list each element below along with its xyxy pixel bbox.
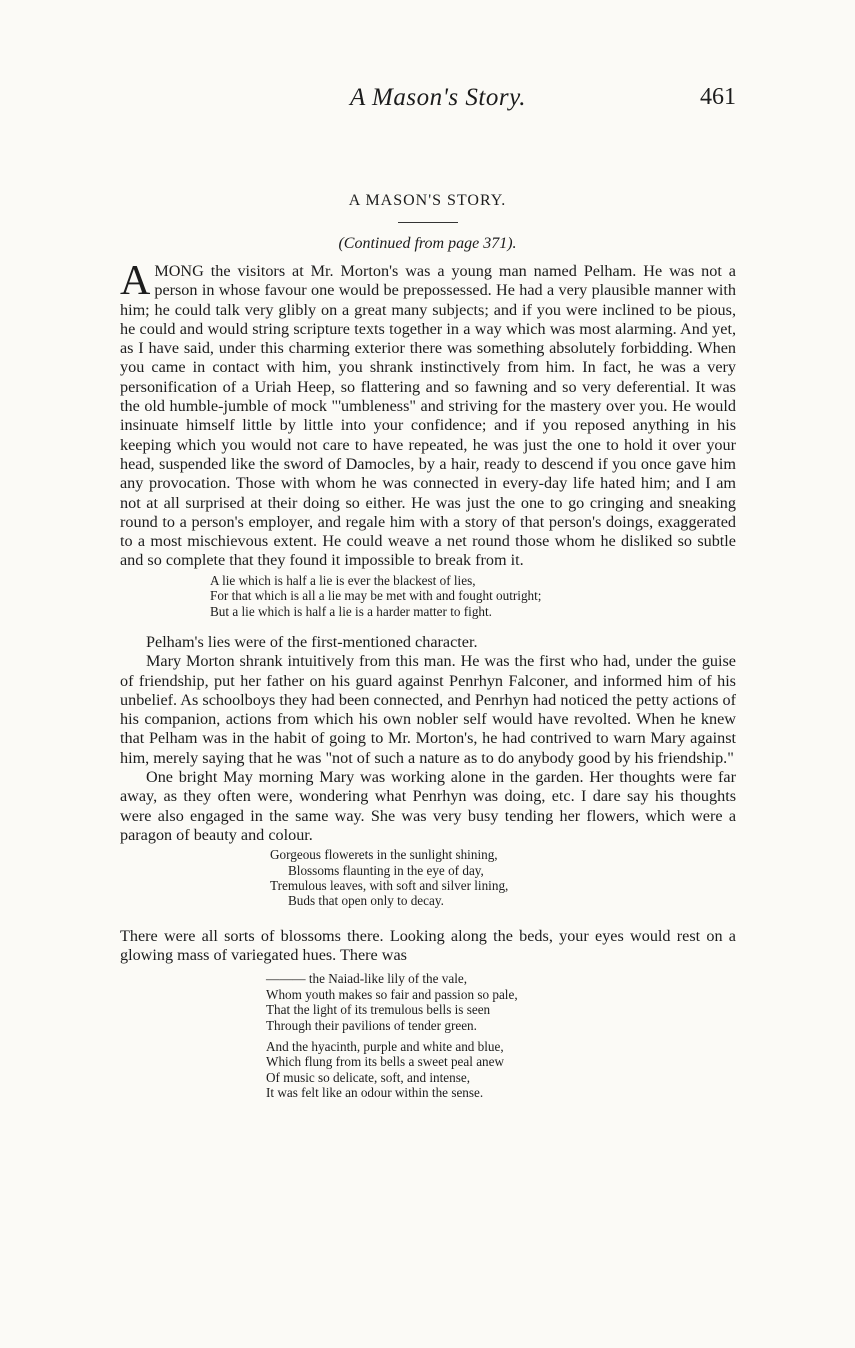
paragraph-5: There were all sorts of blossoms there. Looking along the beds, your eyes would rest on a glowing mass of variegated hues. There was — [120, 926, 736, 965]
article-body — [120, 258, 736, 1115]
verse-line: Buds that open only to decay. — [288, 893, 444, 909]
verse-line: Which flung from its bells a sweet peal anew — [266, 1054, 505, 1070]
verse-line: Gorgeous flowerets in the sunlight shining, — [270, 847, 498, 863]
paragraph-2: Pelham's lies were of the first-mentioned character. — [146, 632, 478, 651]
verse-line: And the hyacinth, purple and white and blue, — [266, 1039, 504, 1055]
verse-line: Tremulous leaves, with soft and silver lining, — [270, 878, 509, 894]
paragraph-1-text: MONG the visitors at Mr. Morton's was a young man named Pelham. He was not a person in whose favour one would be prepossessed. He had a very plausible manner with him; he could talk very glibly on a great many subjects; and if you were inclined to be pious, he could and would string scripture texts together in a way which was most alarming. And yet, as I have said, under this charming exterior there was something absolutely forbidding. When you came in contact with him, you shrank instinctively from him. In fact, he was a very personification of a Uriah Heep, so flattering and so fawning and so very deferential. It was the old humble-jumble of mock "'umbleness" and striving for the mastery over you. He would insinuate himself little by little into your confidence; and if you reposed anything in his keeping which you would not care to have repeated, he was just the one to hold it over your head, suspended like the sword of Damocles, by a hair, ready to descend if you once gave him any provocation. Those with whom he was connected in every-day life hated him; and I am not at all surprised at their doing so either. He was just the one to go cringing and sneaking round to a person's employer, and regale him with a story of that person's doings, exaggerated to a most mischievous extent. He could weave a net round those whom he disliked so subtle and so complete that they found it impossible to break from it. — [120, 262, 736, 570]
article-title: A MASON'S STORY. — [348, 192, 507, 209]
verse-line: It was felt like an odour within the sense. — [266, 1085, 484, 1101]
verse-line: A lie which is half a lie is ever the blackest of lies, — [210, 572, 476, 588]
drop-cap: A — [120, 258, 151, 304]
title-rule — [398, 222, 458, 223]
verse-line: For that which is all a lie may be met with and fought outright; — [210, 588, 542, 604]
verse-line: Of music so delicate, soft, and intense, — [266, 1069, 470, 1085]
verse-lie — [120, 573, 736, 619]
verse-line: But a lie which is half a lie is a harder matter to fight. — [210, 603, 492, 619]
verse-line: Whom youth makes so fair and passion so pale, — [266, 986, 518, 1002]
running-title: A Mason's Story. — [349, 84, 527, 111]
paragraph-1 — [120, 258, 736, 571]
running-head — [0, 84, 855, 120]
verse-line: Blossoms flaunting in the eye of day, — [288, 862, 484, 878]
verse-line: That the light of its tremulous bells is seen — [266, 1002, 491, 1018]
page-number: 461 — [700, 84, 736, 110]
paragraph-4: One bright May morning Mary was working alone in the garden. Her thoughts were far away, as they often were, wondering what Penrhyn was doing, etc. I dare say his thoughts were also engaged in the same way. She was very busy tending her flowers, which were a paragon of beauty and colour. — [120, 768, 736, 844]
paragraph-3: Mary Morton shrank intuitively from this man. He was the first who had, under the guise of friendship, put her father on his guard against Penrhyn Falconer, and informed him of his unbelief. As schoolboys they had been connected, and Penrhyn had noticed the petty actions of his companion, actions from which his own nobler self would have revolted. When he knew that Pelham was in the habit of going to Mr. Morton's, he had contrived to warn Mary against him, merely saying that he was "not of such a nature as to do anybody good by his friendship." — [120, 652, 736, 767]
continued-note: (Continued from page 371). — [338, 235, 517, 252]
verse-line: ——— the Naiad-like lily of the vale, — [266, 971, 468, 987]
verse-line: Through their pavilions of tender green. — [266, 1017, 477, 1033]
verse-naiad — [120, 971, 736, 1100]
verse-flowerets — [120, 847, 736, 909]
